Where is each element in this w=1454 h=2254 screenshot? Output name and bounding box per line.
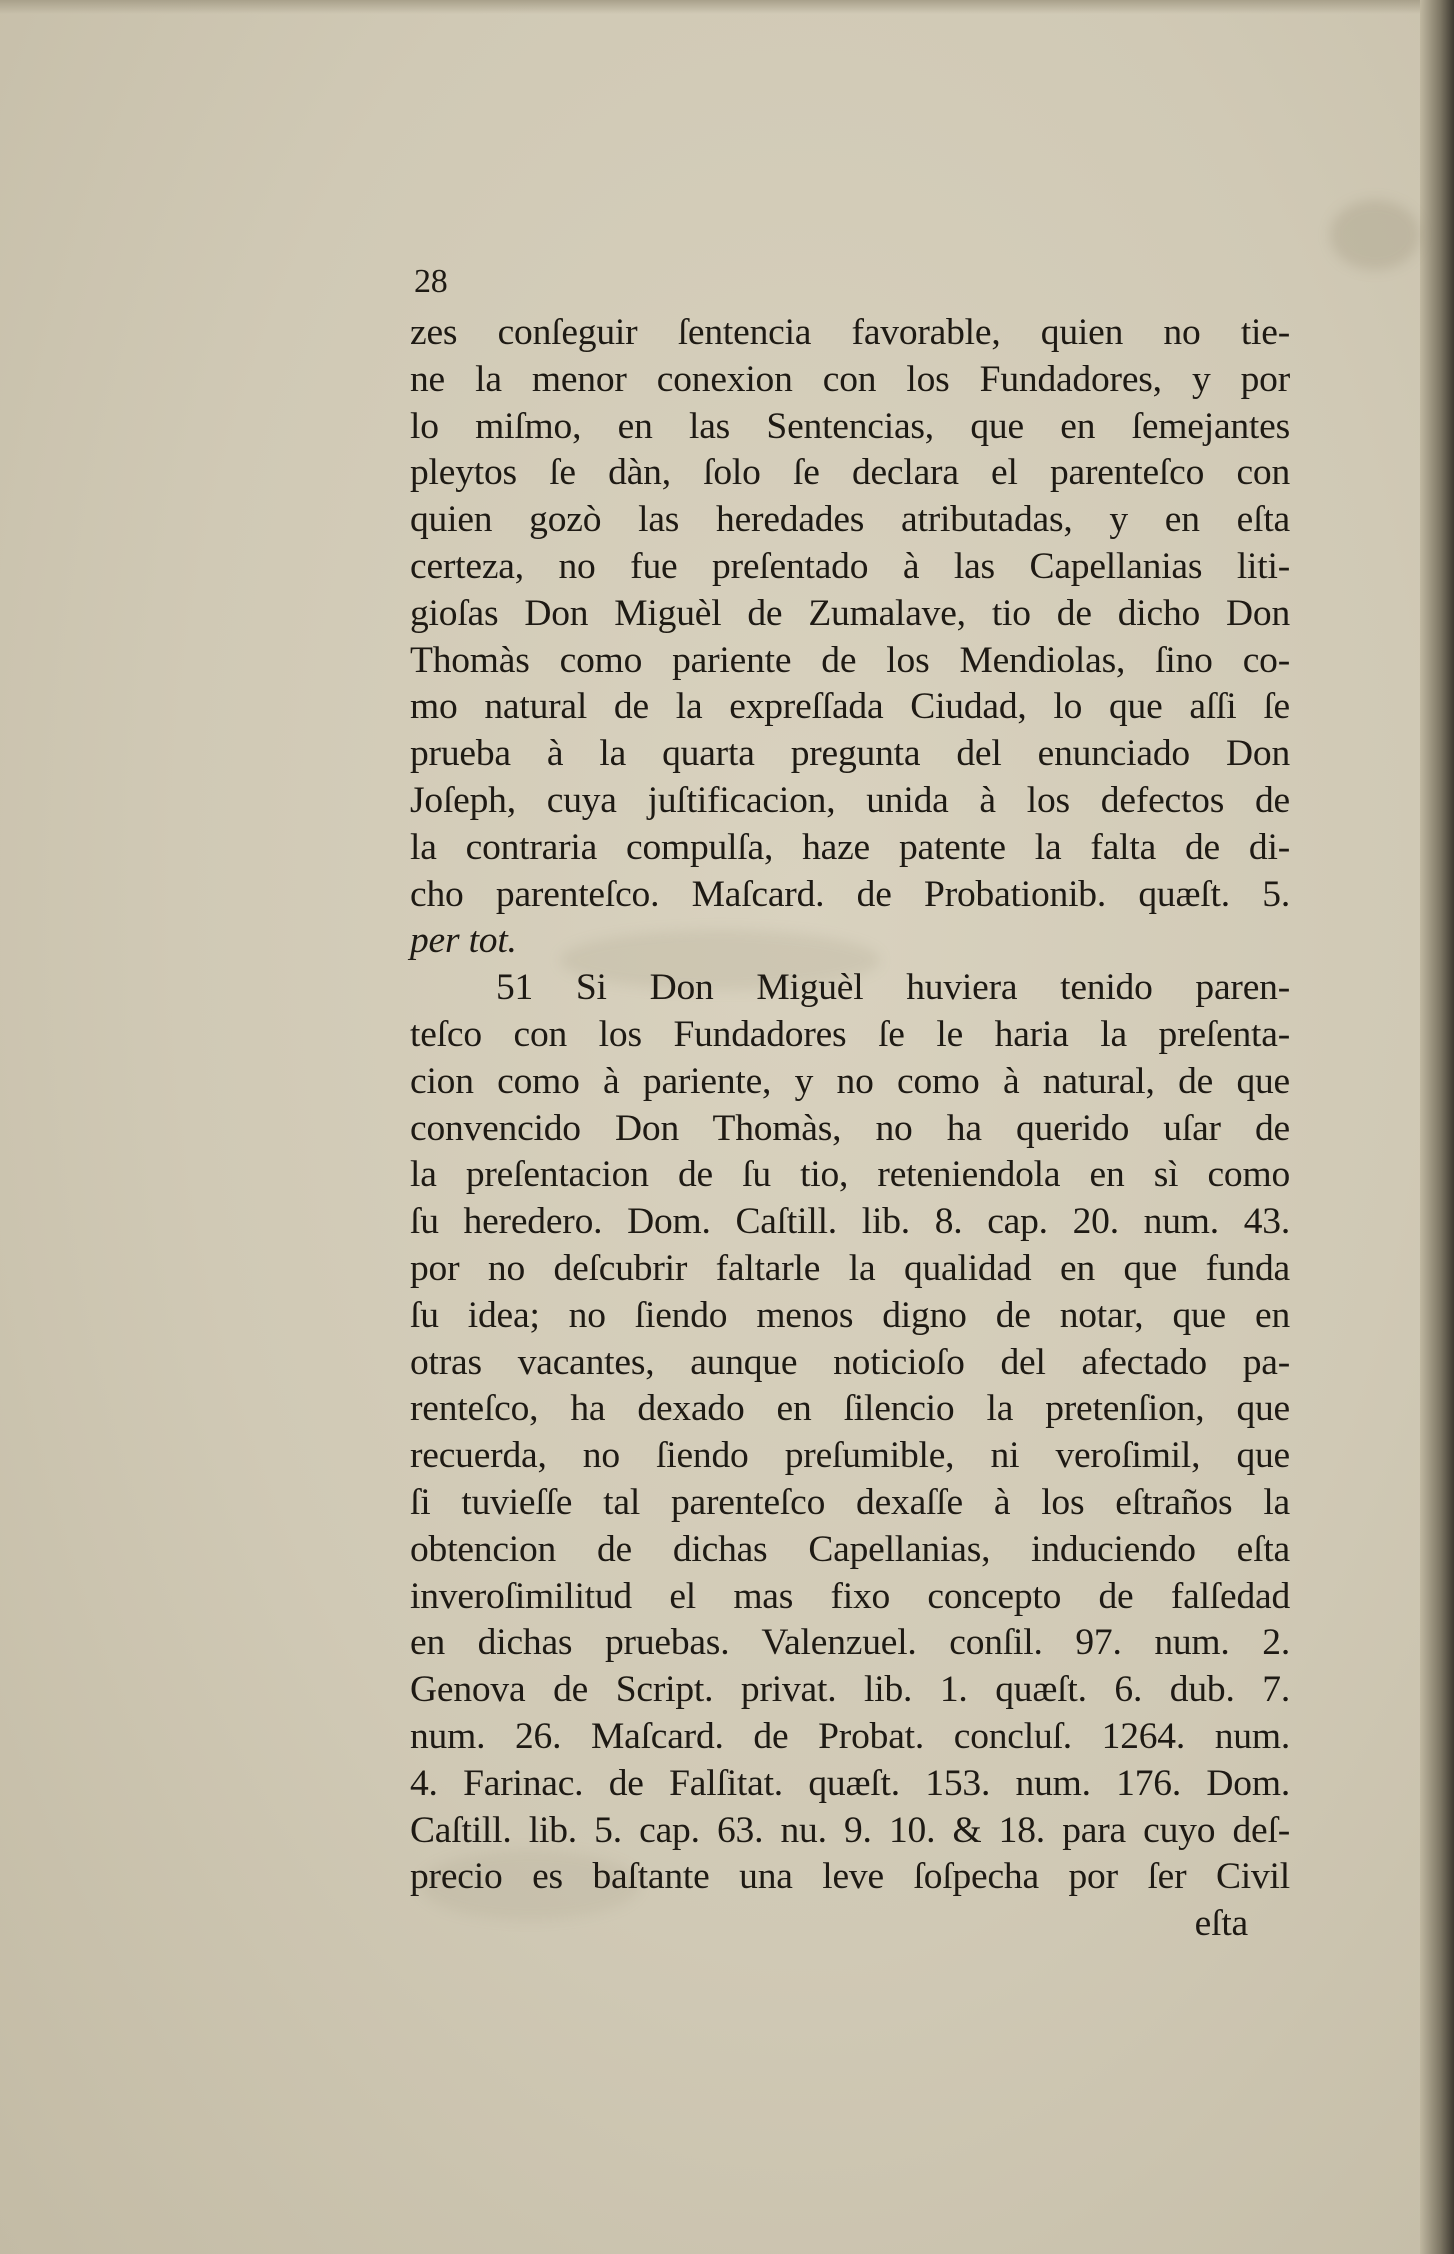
text-line: Caſtill. lib. 5. cap. 63. nu. 9. 10. & 18. para cuyo deſ- <box>410 1809 1290 1851</box>
paragraph-start-line: 51 Si Don Miguèl huviera tenido paren- <box>496 967 1290 1009</box>
text-line: en dichas pruebas. Valenzuel. conſil. 97. num. 2. <box>410 1622 1290 1664</box>
text-line: la preſentacion de ſu tio, reteniendola en sì como <box>410 1154 1290 1196</box>
text-line: renteſco, ha dexado en ſilencio la pretenſion, que <box>410 1388 1290 1430</box>
text-line: prueba à la quarta pregunta del enunciado Don <box>410 733 1290 775</box>
text-line: convencido Don Thomàs, no ha querido uſar de <box>410 1107 1290 1149</box>
catchword: eſta <box>1194 1903 1248 1945</box>
text-line: mo natural de la expreſſada Ciudad, lo que aſſi ſe <box>410 686 1290 728</box>
text-line: la contraria compulſa, haze patente la falta de di- <box>410 826 1290 868</box>
body-text <box>410 262 1290 1947</box>
text-line: cho parenteſco. Maſcard. de Probationib. quæſt. 5. <box>410 873 1290 915</box>
text-line: ne la menor conexion con los Fundadores, y por <box>410 358 1290 400</box>
catchword-row <box>410 1901 1290 1947</box>
text-line: cion como à pariente, y no como à natural, de que <box>410 1060 1290 1102</box>
text-line: quien gozò las heredades atributadas, y en eſta <box>410 499 1290 541</box>
text-line: recuerda, no ſiendo preſumible, ni veroſimil, que <box>410 1435 1290 1477</box>
page-binding-edge <box>1420 0 1454 2254</box>
text-line: zes conſeguir ſentencia favorable, quien no tie- <box>410 312 1290 353</box>
text-line: Genova de Script. privat. lib. 1. quæſt. 6. dub. 7. <box>410 1669 1290 1711</box>
text-line: 4. Farinac. de Falſitat. quæſt. 153. num. 176. Dom. <box>410 1762 1290 1804</box>
text-line: Thomàs como pariente de los Mendiolas, ſino co- <box>410 639 1290 681</box>
text-line: ſi tuvieſſe tal parenteſco dexaſſe à los eſtraños la <box>410 1481 1290 1523</box>
text-line: certeza, no fue preſentado à las Capellanias liti- <box>410 545 1290 587</box>
text-line: pleytos ſe dàn, ſolo ſe declara el parenteſco con <box>410 452 1290 494</box>
text-line: ſu heredero. Dom. Caſtill. lib. 8. cap. 20. num. 43. <box>410 1201 1290 1243</box>
text-line: otras vacantes, aunque noticioſo del afectado pa- <box>410 1341 1290 1383</box>
text-line: gioſas Don Miguèl de Zumalave, tio de dicho Don <box>410 592 1290 634</box>
text-line: teſco con los Fundadores ſe le haria la preſenta- <box>410 1013 1290 1055</box>
text-line: precio es baſtante una leve ſoſpecha por ſer Civil <box>410 1856 1290 1898</box>
text-line: num. 26. Maſcard. de Probat. concluſ. 1264. num. <box>410 1715 1290 1757</box>
paper-stain <box>1330 200 1420 270</box>
text-line: obtencion de dichas Capellanias, induciendo eſta <box>410 1528 1290 1570</box>
text-line: inveroſimilitud el mas fixo concepto de falſedad <box>410 1575 1290 1617</box>
page-top-edge <box>0 0 1454 14</box>
text-line: Joſeph, cuya juſtificacion, unida à los defectos de <box>410 779 1290 821</box>
text-line: por no deſcubrir faltarle la qualidad en que funda <box>410 1247 1290 1289</box>
text-line: ſu idea; no ſiendo menos digno de notar, que en <box>410 1294 1290 1336</box>
text-line: per tot. <box>410 920 517 962</box>
page-number: 28 <box>414 263 448 300</box>
text-line: lo miſmo, en las Sentencias, que en ſemejantes <box>410 405 1290 447</box>
